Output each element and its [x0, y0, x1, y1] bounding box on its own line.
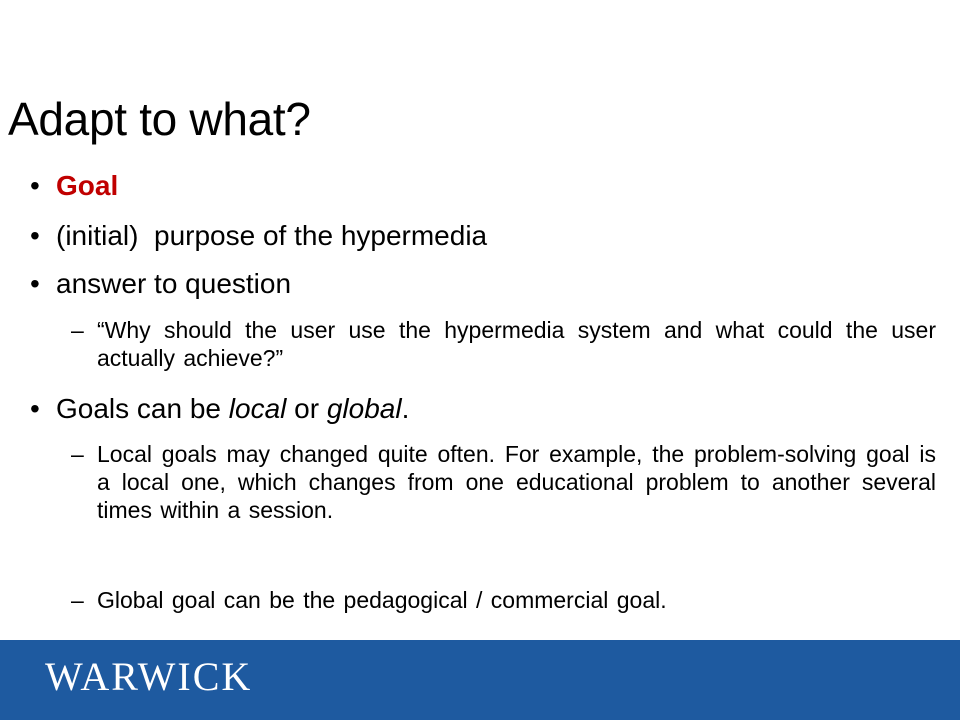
sub-bullet-local-goals: [71, 440, 936, 524]
goals-suffix: .: [401, 393, 410, 424]
dash-marker: –: [71, 441, 84, 467]
bullet-goals-text: [56, 393, 936, 425]
sub-bullet-global-goal: [71, 586, 936, 614]
bullet-marker: •: [30, 170, 40, 201]
warwick-logo: WARWICK: [45, 654, 253, 699]
bullet-marker: •: [30, 220, 40, 251]
goals-local-word: local: [228, 393, 287, 424]
bullet-answer-text: answer to question: [56, 268, 292, 299]
bullet-goal-text: Goal: [56, 170, 119, 201]
goals-global-word: global: [326, 393, 402, 424]
bullet-purpose: [30, 220, 936, 252]
slide-title: Adapt to what?: [8, 93, 311, 145]
bullet-marker: •: [30, 268, 40, 299]
bullet-goals-local-global: [30, 393, 936, 425]
dash-marker: –: [71, 587, 84, 613]
sub-bullet-global-goal-text: Global goal can be the pedagogical / commercial goal.: [97, 587, 667, 613]
bullet-goal: [30, 170, 936, 202]
sub-bullet-why-text: “Why should the user use the hypermedia system and what could the user actually achieve?”: [97, 317, 936, 371]
goals-or: or: [286, 393, 327, 424]
dash-marker: –: [71, 317, 84, 343]
bullet-marker: •: [30, 393, 40, 424]
bullet-answer: [30, 268, 936, 300]
sub-bullet-local-goals-text: Local goals may changed quite often. For example, the problem-solving goal is a local one, which changes from one educational problem to another several times within a session.: [97, 441, 936, 523]
goals-prefix: Goals can be: [56, 393, 229, 424]
bullet-purpose-text: (initial) purpose of the hypermedia: [56, 220, 488, 251]
sub-bullet-why: [71, 316, 936, 372]
footer-bar: [0, 640, 960, 720]
